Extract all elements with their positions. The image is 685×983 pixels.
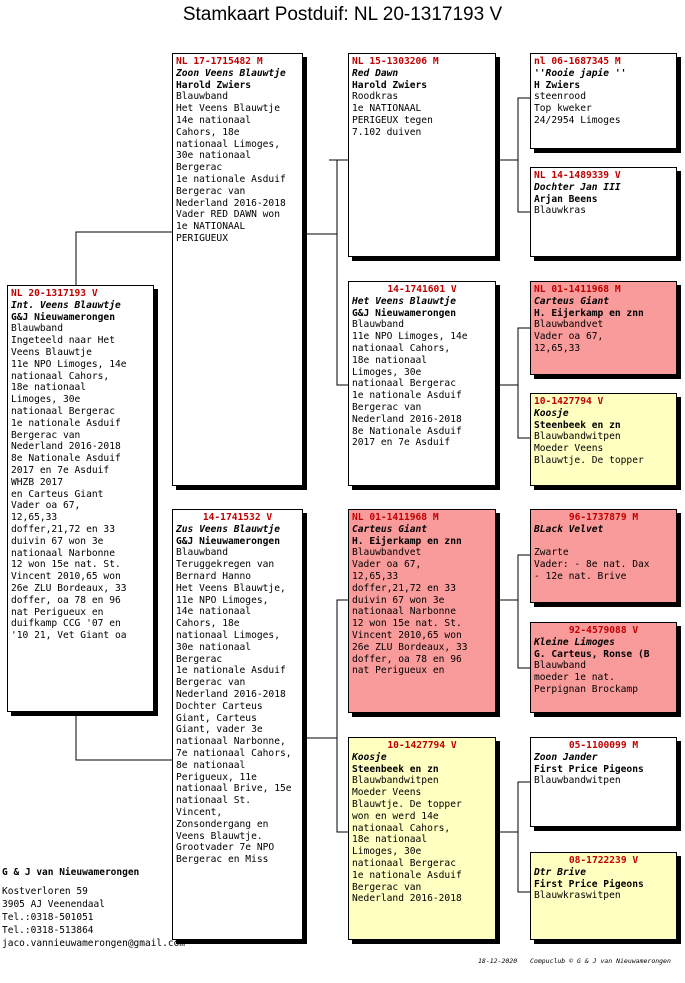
card-dam-dam-sire — [530, 737, 677, 827]
pigeon-name: Zus Veens Blauwtje — [176, 523, 280, 535]
info-line: Cahors, 18e — [176, 126, 240, 138]
ring-number: nl 06-1687345 M — [534, 56, 621, 67]
info-line: - 12e nat. Brive — [534, 570, 627, 582]
info-line: Blauwband — [534, 660, 586, 672]
info-line: Roodkras — [352, 91, 399, 103]
breeder-name: G & J van Nieuwamerongen — [2, 867, 140, 878]
pigeon-name: Dochter Jan III — [534, 181, 621, 193]
info-line: 11e NPO Limoges, 14e — [11, 358, 127, 370]
info-line: Blauwband — [176, 547, 228, 559]
ring-number: 14-1741532 V — [202, 512, 273, 523]
info-line: Bergerac van — [176, 677, 246, 689]
info-line: Blauwband — [176, 91, 228, 103]
card-subject — [7, 285, 154, 712]
ring-number: NL 14-1489339 V — [534, 170, 621, 181]
info-line: Vincent, — [176, 806, 223, 818]
pigeon-name: Zoon Veens Blauwtje — [176, 67, 286, 79]
pigeon-name: Carteus Giant — [534, 295, 610, 307]
card-sire-dam-sire — [530, 281, 677, 375]
info-line: 11e NPO Limoges, — [176, 594, 269, 606]
connector-dam-dd — [337, 738, 348, 832]
owner-name: Harold Zwiers — [352, 79, 428, 91]
card-sire — [172, 53, 303, 486]
info-line: Nederland 2016-2018 — [176, 688, 286, 700]
info-line: Bergerac — [176, 653, 223, 665]
info-line: Perigueux, 11e — [176, 771, 257, 783]
info-line: 11e NPO Limoges, 14e — [352, 331, 468, 343]
ring-number: 92-4579088 V — [568, 625, 639, 636]
info-line: Nederland 2016-2018 — [11, 441, 121, 453]
owner-spacer — [534, 536, 673, 548]
breeder-phone-1: Tel.:0318-501051 — [2, 912, 94, 923]
info-line: Veens Blauwtje — [11, 346, 92, 358]
info-line: 12 won 15e nat. St. — [352, 618, 462, 630]
info-line: Vader oa 67, — [11, 500, 81, 512]
pigeon-name: ''Rooie japie '' — [534, 67, 627, 79]
info-line: Nederland 2016-2018 — [176, 197, 286, 209]
info-line: 1e nationale Asduif — [11, 417, 121, 429]
info-line: Bergerac van — [176, 185, 246, 197]
ring-number: 10-1427794 V — [387, 740, 457, 751]
page-title: Stamkaart Postduif: NL 20-1317193 V — [182, 4, 503, 25]
info-line: PERIGUEUX — [176, 232, 228, 244]
breeder-phone-2: Tel.:0318-513864 — [2, 925, 94, 936]
info-line: nationaal Brive, 15e — [176, 783, 292, 795]
info-line: nationaal Bergerac — [11, 405, 115, 417]
ring-number: NL 01-1411968 M — [534, 284, 621, 295]
info-line: 26e ZLU Bordeaux, 33 — [11, 582, 127, 594]
info-line: Blauwband — [11, 323, 63, 335]
info-line: WHZB 2017 — [11, 476, 63, 488]
pigeon-name: Koosje — [352, 751, 387, 763]
info-line: 7e nationaal Cahors, — [176, 747, 292, 759]
print-date: 18-12-2020 — [478, 957, 518, 965]
info-line: Blauwkraswitpen — [534, 890, 621, 902]
pigeon-name: Het Veens Blauwtje — [352, 295, 456, 307]
info-line: Bergerac van — [352, 881, 422, 893]
info-line: 30e nationaal — [176, 641, 252, 653]
info-line: Top kweker — [534, 103, 592, 115]
info-line: nationaal Limoges, — [176, 138, 280, 150]
info-line: Blauwbandvet — [352, 547, 422, 559]
info-line: Nederland 2016-2018 — [352, 413, 462, 425]
info-line: Blauwband — [352, 319, 404, 331]
info-line: doffer,21,72 en 33 — [11, 523, 115, 535]
pigeon-name: Int. Veens Blauwtje — [11, 299, 121, 311]
info-line: nationaal Narbonne — [11, 547, 115, 559]
info-line: 30e nationaal — [176, 150, 252, 162]
info-line: nationaal Cahors, — [11, 370, 110, 382]
owner-name: First Price Pigeons — [534, 878, 644, 890]
info-line: Veens Blauwtje. — [176, 830, 263, 842]
ring-number: 96-1737879 M — [568, 512, 639, 523]
pigeon-name: Carteus Giant — [352, 523, 428, 535]
info-line: doffer, oa 78 en 96 — [11, 594, 121, 606]
info-line: 14e nationaal — [176, 606, 252, 618]
info-line: Bergerac en Miss — [176, 854, 269, 866]
info-line: 7.102 duiven — [352, 126, 422, 138]
card-sire-sire — [348, 53, 496, 257]
owner-name: H. Eijerkamp en znn — [352, 535, 462, 547]
card-dam-sire — [348, 509, 496, 713]
info-line: 12,65,33 — [11, 512, 58, 524]
info-line: Blauwbandwitpen — [534, 775, 621, 787]
owner-name: G. Carteus, Ronse (B — [534, 648, 650, 660]
info-line: 12,65,33 — [352, 570, 399, 582]
card-sire-sire-sire — [530, 53, 677, 149]
info-line: 1e NATIONAAL — [176, 221, 246, 233]
owner-name: First Price Pigeons — [534, 763, 644, 775]
connector-dd-dds — [496, 782, 530, 832]
info-line: Giant, Carteus — [176, 712, 257, 724]
info-line: 18e nationaal — [11, 382, 87, 394]
pigeon-name: Koosje — [534, 407, 569, 419]
info-line: Blauwtje. De topper — [534, 454, 644, 466]
info-line: Blauwbandvet — [534, 319, 604, 331]
info-line: 12 won 15e nat. St. — [11, 559, 121, 571]
info-line: Dochter Carteus — [176, 700, 263, 712]
info-line: nationaal Bergerac — [352, 378, 456, 390]
info-line: Vader oa 67, — [534, 331, 604, 343]
breeder-city: 3905 AJ Veenendaal — [2, 899, 105, 910]
ring-number: 14-1741601 V — [387, 284, 457, 295]
info-line: 18e nationaal — [352, 354, 428, 366]
card-dam-dam-dam — [530, 852, 677, 940]
connector-subject-sire — [76, 232, 172, 285]
info-line: 8e nationaal — [176, 759, 246, 771]
ring-number: NL 15-1303206 M — [352, 56, 439, 67]
info-line: moeder 1e nat. — [534, 672, 615, 684]
info-line: won en werd 14e — [352, 810, 439, 822]
card-sire-dam — [348, 281, 496, 486]
info-line: nationaal Narbonne — [352, 606, 456, 618]
info-line: Vader RED DAWN won — [176, 209, 280, 221]
owner-name: Arjan Beens — [534, 193, 598, 205]
info-line: nationaal Cahors, — [352, 342, 451, 354]
card-sire-dam-dam — [530, 393, 677, 486]
info-line: Limoges, 30e — [352, 366, 422, 378]
info-line: '10 21, Vet Giant oa — [11, 630, 127, 642]
info-line: Ingeteeld naar Het — [11, 335, 115, 347]
info-line: Nederland 2016-2018 — [352, 893, 462, 905]
info-line: duivin 67 won 3e — [352, 594, 445, 606]
info-line: nat Perigueux en — [352, 665, 445, 677]
ring-number: NL 20-1317193 V — [11, 288, 98, 299]
connector-sd-sds — [496, 328, 530, 385]
info-line: 14e nationaal — [176, 114, 252, 126]
pigeon-name: Red Dawn — [352, 67, 399, 79]
info-line: Vincent 2010,65 won — [11, 571, 121, 583]
info-line: 12,65,33 — [534, 342, 581, 354]
ring-number: 05-1100099 M — [568, 740, 639, 751]
info-line: 8e Nationale Asduif — [352, 425, 462, 437]
owner-name: G&J Nieuwamerongen — [352, 307, 456, 319]
connector-sd-sdd — [518, 385, 530, 438]
software-credit: Compuclub © G & J van Nieuwamerongen — [530, 957, 671, 965]
info-line: Limoges, 30e — [11, 394, 81, 406]
info-line: Bergerac — [176, 162, 223, 174]
breeder-address: Kostverloren 59 — [2, 886, 88, 897]
info-line: duifkamp CCG '07 en — [11, 618, 121, 630]
info-line: 2017 en 7e Asduif — [352, 437, 451, 449]
card-dam-sire-sire — [530, 509, 677, 603]
info-line: Zwarte — [534, 547, 569, 559]
info-line: Grootvader 7e NPO — [176, 842, 275, 854]
info-line: nationaal St. — [176, 795, 252, 807]
info-line: 1e nationale Asduif — [352, 390, 462, 402]
info-line: Blauwkras — [534, 205, 586, 217]
owner-name: Harold Zwiers — [176, 79, 252, 91]
info-line: doffer,21,72 en 33 — [352, 582, 456, 594]
info-line: Het Veens Blauwtje, — [176, 582, 286, 594]
ring-number: 10-1427794 V — [534, 396, 604, 407]
connector-dd-ddd — [518, 832, 530, 892]
info-line: 8e Nationale Asduif — [11, 453, 121, 465]
info-line: 26e ZLU Bordeaux, 33 — [352, 641, 468, 653]
pigeon-name: Kleine Limoges — [534, 636, 615, 648]
pigeon-name: Dtr Brive — [534, 866, 586, 878]
info-line: Blauwbandwitpen — [534, 431, 621, 443]
info-line: Limoges, 30e — [352, 846, 422, 858]
info-line: Moeder Veens — [534, 443, 604, 455]
info-line: en Carteus Giant — [11, 488, 104, 500]
info-line: Teruggekregen van — [176, 559, 275, 571]
breeder-email: jaco.vannieuwamerongen@gmail.com — [2, 938, 186, 949]
connector-ss-ssd — [518, 160, 530, 212]
info-line: Vader: - 8e nat. Dax — [534, 559, 650, 571]
info-line: 1e nationale Asduif — [176, 173, 286, 185]
connector-ds-dss — [496, 555, 530, 600]
info-line: 1e nationale Asduif — [176, 665, 286, 677]
card-dam — [172, 509, 303, 940]
info-line: Bergerac van — [352, 401, 422, 413]
info-line: doffer, oa 78 en 96 — [352, 653, 462, 665]
connector-ds-dsd — [518, 600, 530, 668]
info-line: nationaal Cahors, — [352, 822, 451, 834]
card-dam-dam — [348, 737, 496, 940]
info-line: Cahors, 18e — [176, 618, 240, 630]
info-line: steenrood — [534, 91, 586, 103]
info-line: Zonsondergang en — [176, 818, 269, 830]
info-line: Giant, vader 3e — [176, 724, 263, 736]
info-line: Vader oa 67, — [352, 559, 422, 571]
info-line: Het Veens Blauwtje — [176, 103, 280, 115]
info-line: nationaal Limoges, — [176, 629, 280, 641]
owner-name: H. Eijerkamp en znn — [534, 307, 644, 319]
info-line: PERIGEUX tegen — [352, 114, 433, 126]
pigeon-name: BLack Velvet — [534, 523, 604, 535]
info-line: Vincent 2010,65 won — [352, 629, 462, 641]
info-line: 1e NATIONAAL — [352, 103, 422, 115]
info-line: 18e nationaal — [352, 834, 428, 846]
info-line: nationaal Narbonne, — [176, 736, 286, 748]
owner-name: G&J Nieuwamerongen — [176, 535, 280, 547]
info-line: Perpignan Brockamp — [534, 683, 638, 695]
info-line: Bernard Hanno — [176, 570, 252, 582]
ring-number: NL 01-1411968 M — [352, 512, 439, 523]
connector-subject-dam — [76, 712, 172, 760]
info-line: duivin 67 won 3e — [11, 535, 104, 547]
info-line: 1e nationale Asduif — [352, 869, 462, 881]
info-line: Blauwbandwitpen — [352, 775, 439, 787]
info-line: Blauwtje. De topper — [352, 798, 462, 810]
connector-sire-ss — [303, 160, 348, 234]
card-dam-sire-dam — [530, 622, 677, 713]
info-line: Bergerac van — [11, 429, 81, 441]
ring-number: NL 17-1715482 M — [176, 56, 263, 67]
owner-name: G&J Nieuwamerongen — [11, 311, 115, 323]
owner-name: H Zwiers — [534, 79, 581, 91]
owner-name: Steenbeek en zn — [534, 419, 621, 431]
card-sire-sire-dam — [530, 167, 677, 257]
info-line: 2017 en 7e Asduif — [11, 464, 110, 476]
owner-name: Steenbeek en zn — [352, 763, 439, 775]
pigeon-name: Zoon Jander — [534, 751, 598, 763]
breeder-info — [2, 866, 185, 950]
connector-sire-sd — [337, 234, 348, 385]
info-line: nat Perigueux en — [11, 606, 104, 618]
connector-dam-ds — [303, 600, 348, 738]
ring-number: 08-1722239 V — [568, 855, 639, 866]
info-line: Moeder Veens — [352, 787, 422, 799]
info-line: nationaal Bergerac — [352, 857, 456, 869]
info-line: 24/2954 Limoges — [534, 114, 621, 126]
